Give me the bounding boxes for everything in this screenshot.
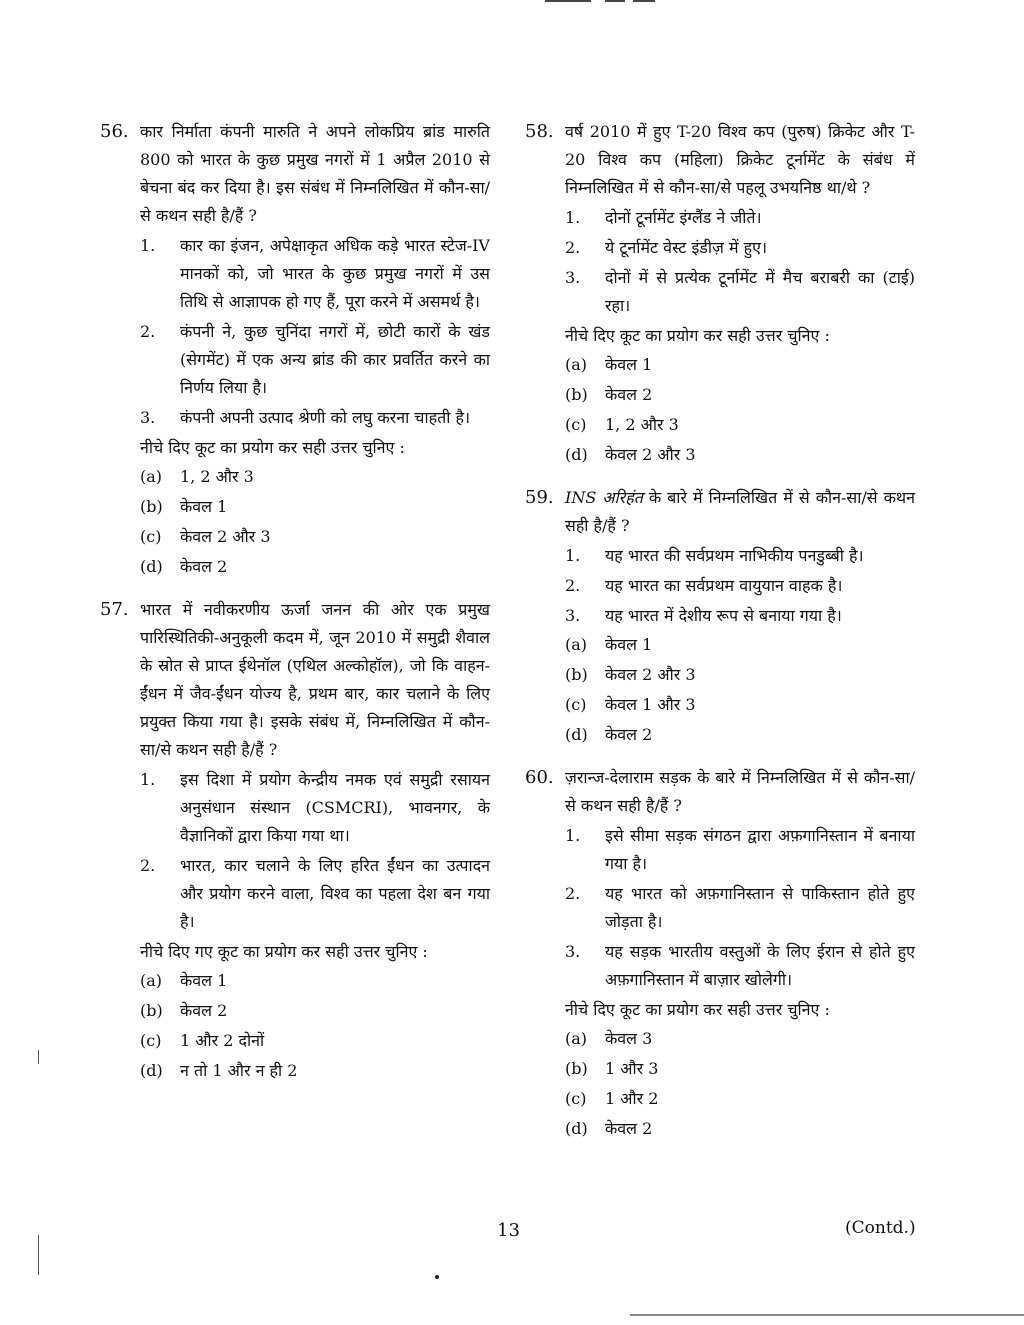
- scan-mark: [38, 1050, 39, 1064]
- option: [565, 630, 915, 660]
- option: [565, 350, 915, 380]
- option-label: (c): [140, 1031, 162, 1050]
- option-text: 1 और 2 दोनों: [180, 1031, 265, 1050]
- statement-number: 1.: [565, 826, 581, 845]
- option-text: केवल 1: [180, 971, 228, 990]
- question-number: 58.: [525, 121, 554, 142]
- question-number: 59.: [525, 487, 554, 508]
- option-text: केवल 2: [605, 725, 653, 744]
- option-label: (d): [565, 445, 588, 464]
- statement-number: 1.: [140, 770, 156, 789]
- option-label: (b): [565, 1059, 588, 1078]
- option-text: केवल 2 और 3: [605, 665, 696, 684]
- option-text: 1, 2 और 3: [180, 467, 254, 486]
- statement-number: 2.: [565, 238, 581, 257]
- statement: [140, 318, 490, 402]
- option: [565, 410, 915, 440]
- question-text-rest: के बारे में निम्नलिखित में से कौन-सा/से कथन सही है/हैं ?: [565, 488, 915, 535]
- question-text: ज़रान्ज-देलाराम सड़क के बारे में निम्नलिखित में से कौन-सा/से कथन सही है/हैं ?: [565, 768, 915, 815]
- option-label: (a): [565, 635, 588, 654]
- bottom-rule: [630, 1314, 1024, 1316]
- option-text: केवल 2 और 3: [180, 527, 271, 546]
- option-text: केवल 3: [605, 1029, 653, 1048]
- option-text: केवल 1: [605, 355, 653, 374]
- statement-text: इस दिशा में प्रयोग केन्द्रीय नमक एवं समुद्री रसायन अनुसंधान संस्थान (CSMCRI), भावनगर, के वैज्ञानिकों द्वारा किया गया था।: [180, 770, 490, 845]
- statement: [140, 404, 490, 432]
- scan-mark: [38, 1235, 39, 1275]
- question-number: 60.: [525, 767, 554, 788]
- option-label: (b): [140, 1001, 163, 1020]
- option-label: (d): [565, 725, 588, 744]
- right-column: [525, 118, 915, 1158]
- option-label: (c): [565, 695, 587, 714]
- statement-text: यह सड़क भारतीय वस्तुओं के लिए ईरान से होते हुए अफ़गानिस्तान में बाज़ार खोलेगी।: [605, 942, 915, 989]
- option: [140, 966, 490, 996]
- option-label: (b): [565, 385, 588, 404]
- question-60: [525, 764, 915, 1144]
- top-rule: [633, 0, 655, 2]
- option-text: केवल 2: [180, 557, 228, 576]
- statement: [565, 938, 915, 994]
- statement: [140, 766, 490, 850]
- question-text: कार निर्माता कंपनी मारुति ने अपने लोकप्रिय ब्रांड मारुति 800 को भारत के कुछ प्रमुख नगरों में 1 अप्रैल 2010 से बेचना बंद कर दिया है। इस संबंध में निम्नलिखित में कौन-सा/से कथन सही है/हैं ?: [140, 122, 490, 225]
- statement-text: ये टूर्नामेंट वेस्ट इंडीज़ में हुए।: [605, 238, 768, 257]
- option-text: 1 और 2: [605, 1089, 659, 1108]
- option-label: (d): [565, 1119, 588, 1138]
- question-59: [525, 484, 915, 750]
- page-number: 13: [497, 1220, 520, 1241]
- statement-text: कार का इंजन, अपेक्षाकृत अधिक कड़े भारत स्टेज-IV मानकों को, जो भारत के कुछ प्रमुख नगरों में उस तिथि से आज्ञापक हो गए हैं, पूरा करने में असमर्थ है।: [180, 236, 490, 311]
- question-text: [565, 484, 915, 540]
- option-text: केवल 2 और 3: [605, 445, 696, 464]
- instruction-text: नीचे दिए गए कूट का प्रयोग कर सही उत्तर चुनिए :: [140, 942, 428, 961]
- option-text: 1 और 3: [605, 1059, 659, 1078]
- statement: [565, 264, 915, 320]
- option: [565, 690, 915, 720]
- option-text: केवल 1: [605, 635, 653, 654]
- option-label: (c): [565, 415, 587, 434]
- statement-number: 3.: [565, 942, 581, 961]
- statement: [140, 232, 490, 316]
- option: [565, 380, 915, 410]
- option: [565, 660, 915, 690]
- statement-text: यह भारत का सर्वप्रथम वायुयान वाहक है।: [605, 576, 843, 595]
- top-rule: [605, 0, 625, 2]
- option: [140, 522, 490, 552]
- statement-text: भारत, कार चलाने के लिए हरित ईंधन का उत्पादन और प्रयोग करने वाला, विश्व का पहला देश बन गया है।: [180, 856, 490, 931]
- option: [565, 1054, 915, 1084]
- statement-number: 3.: [565, 268, 581, 287]
- statement: [565, 822, 915, 878]
- statement-number: 2.: [565, 884, 581, 903]
- continued-label: (Contd.): [845, 1218, 916, 1238]
- statement: [565, 542, 915, 570]
- option-label: (b): [140, 497, 163, 516]
- option: [140, 462, 490, 492]
- question-57: [100, 596, 490, 1086]
- statement-text: इसे सीमा सड़क संगठन द्वारा अफ़गानिस्तान में बनाया गया है।: [605, 826, 915, 873]
- statement-number: 3.: [565, 606, 581, 625]
- option-text: केवल 2: [605, 385, 653, 404]
- statement: [565, 880, 915, 936]
- option-label: (a): [565, 1029, 588, 1048]
- statement-text: कंपनी ने, कुछ चुनिंदा नगरों में, छोटी कारों के खंड (सेगमेंट) में एक अन्य ब्रांड की कार प्रवर्तित करने का निर्णय लिया है।: [180, 322, 490, 397]
- instruction-text: नीचे दिए कूट का प्रयोग कर सही उत्तर चुनिए :: [565, 326, 830, 345]
- option-text: केवल 1: [180, 497, 228, 516]
- option-label: (a): [140, 971, 163, 990]
- statement: [565, 234, 915, 262]
- statement-number: 2.: [140, 322, 156, 341]
- option: [140, 1056, 490, 1086]
- statement-number: 2.: [565, 576, 581, 595]
- option-text: केवल 2: [180, 1001, 228, 1020]
- statement: [565, 204, 915, 232]
- question-text: वर्ष 2010 में हुए T-20 विश्व कप (पुरुष) क्रिकेट और T-20 विश्व कप (महिला) क्रिकेट टूर्नामेंट के संबंध में निम्नलिखित में से कौन-सा/से पहलू उभयनिष्ठ था/थे ?: [565, 122, 915, 197]
- option-label: (d): [140, 557, 163, 576]
- option: [565, 440, 915, 470]
- question-number: 56.: [100, 121, 129, 142]
- option: [565, 720, 915, 750]
- option: [140, 492, 490, 522]
- option: [565, 1084, 915, 1114]
- statement-number: 3.: [140, 408, 156, 427]
- statement-text: यह भारत की सर्वप्रथम नाभिकीय पनडुब्बी है।: [605, 546, 864, 565]
- statement-text: यह भारत को अफ़गानिस्तान से पाकिस्तान होते हुए जोड़ता है।: [605, 884, 915, 931]
- option-label: (c): [140, 527, 162, 546]
- statement-number: 2.: [140, 856, 156, 875]
- instruction-text: नीचे दिए कूट का प्रयोग कर सही उत्तर चुनिए :: [140, 438, 405, 457]
- option: [140, 1026, 490, 1056]
- ship-name: INS अरिहंत: [565, 488, 643, 507]
- option-label: (a): [565, 355, 588, 374]
- option: [140, 996, 490, 1026]
- option-label: (a): [140, 467, 163, 486]
- question-58: [525, 118, 915, 470]
- statement: [565, 602, 915, 630]
- statement: [565, 572, 915, 600]
- option-text: 1, 2 और 3: [605, 415, 679, 434]
- statement-number: 1.: [565, 208, 581, 227]
- option-text: न तो 1 और न ही 2: [180, 1061, 298, 1080]
- instruction-text: नीचे दिए कूट का प्रयोग कर सही उत्तर चुनिए :: [565, 1000, 830, 1019]
- question-56: [100, 118, 490, 582]
- option-label: (c): [565, 1089, 587, 1108]
- statement: [140, 852, 490, 936]
- option: [565, 1114, 915, 1144]
- question-text: भारत में नवीकरणीय ऊर्जा जनन की ओर एक प्रमुख पारिस्थितिकी-अनुकूली कदम में, जून 2010 में समुद्री शैवाल के स्रोत से प्राप्त ईथेनॉल (एथिल अल्कोहॉल), जो कि वाहन-ईंधन में जैव-ईंधन योज्य है, प्रथम बार, कार चलाने के लिए प्रयुक्त किया गया है। इसके संबंध में, निम्नलिखित में कौन-सा/से कथन सही है/हैं ?: [140, 600, 490, 759]
- option-label: (b): [565, 665, 588, 684]
- option: [140, 552, 490, 582]
- statement-text: दोनों में से प्रत्येक टूर्नामेंट में मैच बराबरी का (टाई) रहा।: [605, 268, 915, 315]
- option-text: केवल 2: [605, 1119, 653, 1138]
- question-number: 57.: [100, 599, 129, 620]
- left-column: [100, 118, 490, 1100]
- option: [565, 1024, 915, 1054]
- statement-text: यह भारत में देशीय रूप से बनाया गया है।: [605, 606, 842, 625]
- statement-number: 1.: [565, 546, 581, 565]
- option-text: केवल 1 और 3: [605, 695, 696, 714]
- option-label: (d): [140, 1061, 163, 1080]
- top-rule: [545, 0, 591, 2]
- statement-number: 1.: [140, 236, 156, 255]
- statement-text: दोनों टूर्नामेंट इंग्लैंड ने जीते।: [605, 208, 762, 227]
- scan-dot: [435, 1275, 439, 1279]
- statement-text: कंपनी अपनी उत्पाद श्रेणी को लघु करना चाहती है।: [180, 408, 471, 427]
